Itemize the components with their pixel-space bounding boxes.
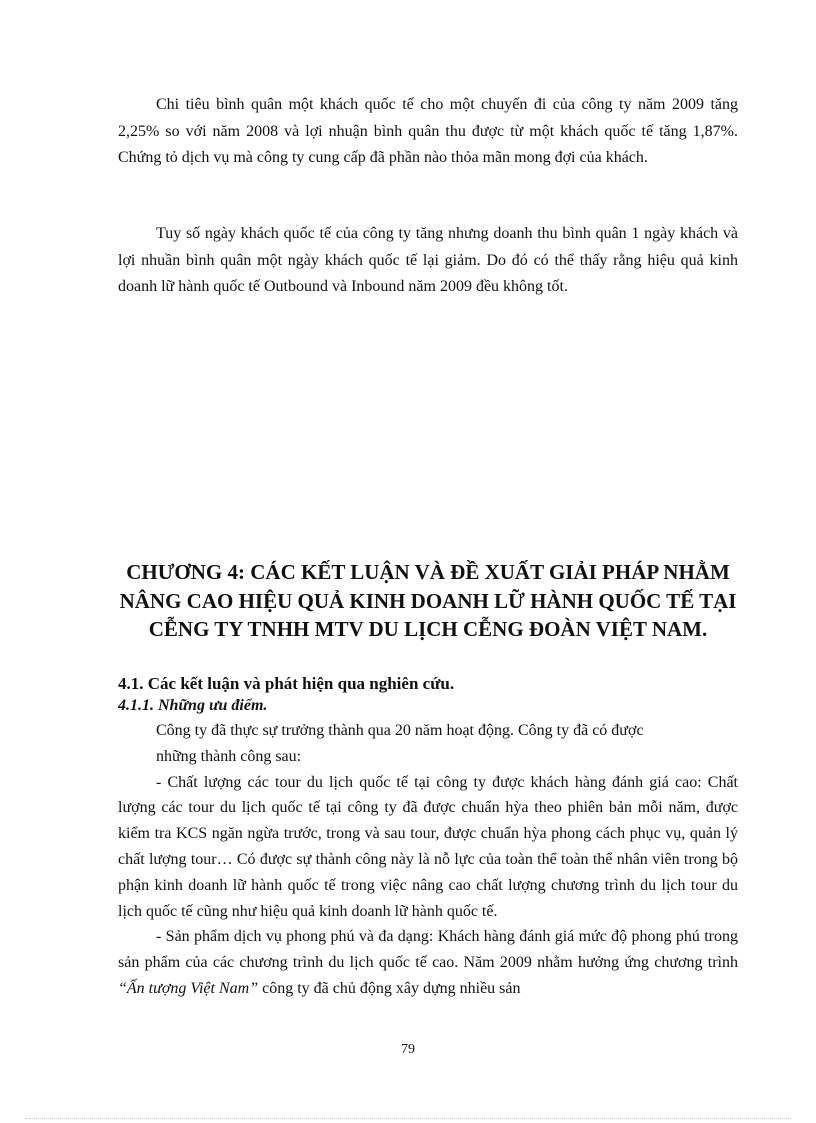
section-heading: 4.1. Các kết luận và phát hiện qua nghiên cứu. [118,674,455,693]
program-name-quote: “Ấn tượng Việt Nam” [118,979,259,997]
bullet-text: - Sản phẩm dịch vụ phong phú và đa dạng: Khách hàng đánh giá mức độ phong phú trong sản phẩm của các chương trình du lịch quốc tế cao. Năm 2009 nhằm hưởng ứng chương trình [118,928,738,972]
page-number: 79 [401,1042,415,1057]
footer-divider [25,1118,791,1119]
bullet-tour-quality: - Chất lượng các tour du lịch quốc tế tại công ty được khách hàng đánh giá cao: Chất lượng các tour du lịch quốc tế tại công ty đã được chuẩn hỳa theo phiên bản mỗi năm, được kiểm tra KCS ngăn ngừa trước, trong và sau tour, được chuẩn hỳa phong cách phục vụ, quản lý chất lượng tour… Có được sự thành công này là nỗ lực của toàn thể toàn thể nhân viên trong bộ phận kinh doanh lữ hành quốc tế trong việc nâng cao chất lượng chương trình du lịch tour du lịch quốc tế cũng như hiệu quả kinh doanh lữ hành quốc tế. [118,773,738,920]
bullet-text-end: công ty đã chủ động xây dựng nhiều sản [258,979,521,997]
strengths-body [118,718,738,1002]
intro-line: Công ty đã thực sự trưởng thành qua 20 năm hoạt động. Công ty đã có được [156,722,644,739]
paragraph-text: Tuy số ngày khách quốc tế của công ty tăng nhưng doanh thu bình quân 1 ngày khách và lợi nhuần bình quân một ngày khách quốc tế lại giảm. Do đó có thể thấy rằng hiệu quả kinh doanh lữ hành quốc tế Outbound và Inbound năm 2009 đều không tốt. [118,225,738,295]
bullet-product-diversity [118,924,738,1001]
paragraph-spending [118,92,738,172]
paragraph-guest-days [118,221,738,301]
subsection-heading: 4.1.1. Những ưu điểm. [118,697,268,714]
chapter-title: CHƯƠNG 4: CÁC KẾT LUẬN VÀ ĐỀ XUẤT GIẢI PHÁP NHẰM NÂNG CAO HIỆU QUẢ KINH DOANH LỮ HÀNH QUỐC TẾ TẠI CỄNG TY TNHH MTV DU LỊCH CỄNG ĐOÀN VIỆT NAM. [119,560,737,641]
paragraph-text: Chi tiêu bình quân một khách quốc tế cho một chuyến đi của công ty năm 2009 tăng 2,25% so với năm 2008 và lợi nhuận bình quân thu được từ một khách quốc tế tăng 1,87%. Chứng tỏ dịch vụ mà công ty cung cấp đã phần nào thỏa mãn mong đợi của khách. [118,96,738,166]
intro-continuation: những thành công sau: [156,747,302,765]
